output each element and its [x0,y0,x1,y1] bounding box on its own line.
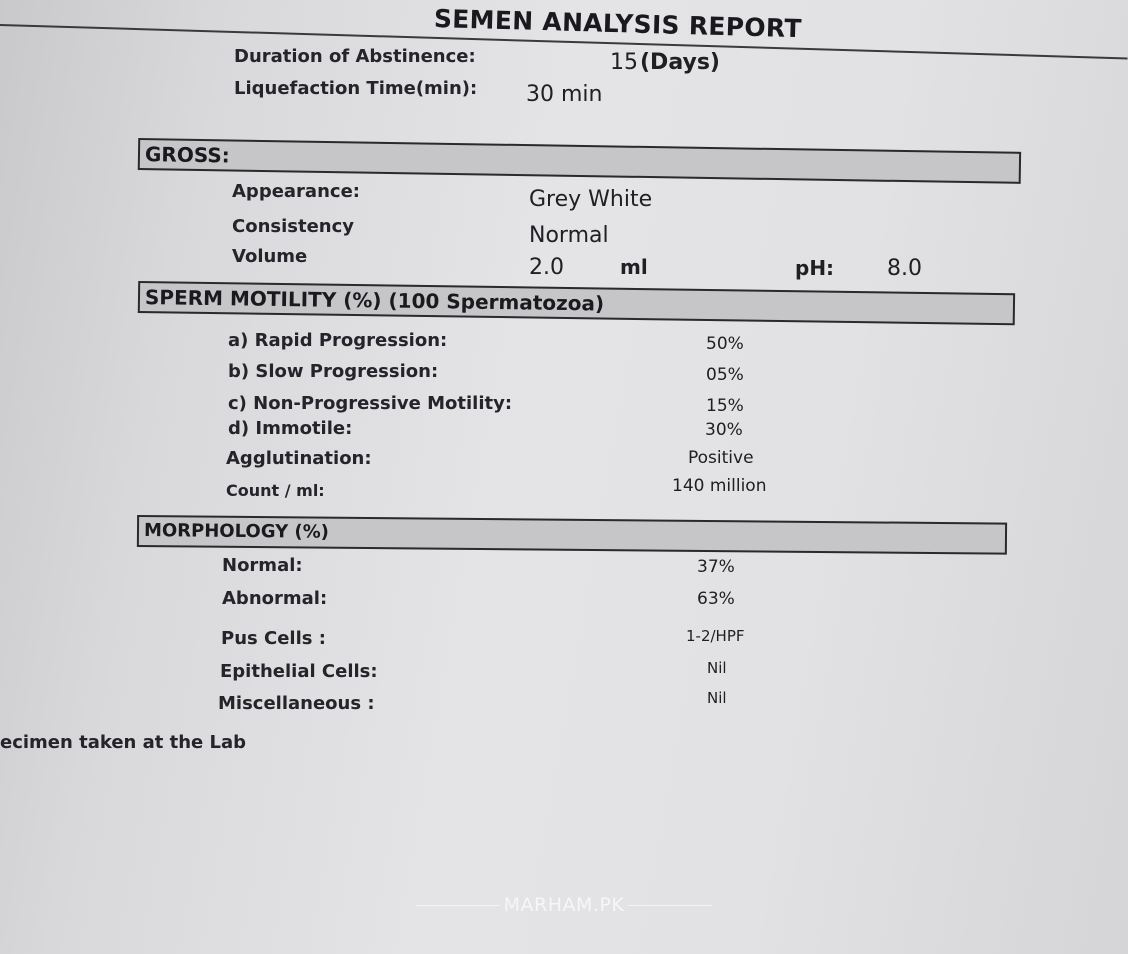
watermark-text: MARHAM.PK [503,894,625,916]
appearance-label: Appearance: [232,181,360,202]
abnormal-label: Abnormal: [222,588,328,609]
consistency-label: Consistency [232,216,355,237]
volume-unit: ml [620,255,648,279]
ph-label: pH: [795,256,835,280]
epithelial-cells-value: Nil [707,659,727,677]
section-motility-header: SPERM MOTILITY (%) (100 Spermatozoa) [138,281,1015,325]
watermark-line-right [628,905,712,906]
slow-progression-label: b) Slow Progression: [228,361,439,382]
rapid-progression-label: a) Rapid Progression: [228,330,448,351]
liquefaction-value: 30 min [526,82,603,107]
pus-cells-value: 1-2/HPF [686,627,745,645]
normal-label: Normal: [222,555,303,576]
abstinence-unit: (Days) [640,50,720,75]
rapid-progression-value: 50% [706,334,744,354]
watermark-line-left [416,905,500,906]
normal-value: 37% [697,557,735,577]
consistency-value: Normal [529,223,609,248]
miscellaneous-label: Miscellaneous : [218,693,375,714]
section-morphology-header: MORPHOLOGY (%) [137,515,1007,555]
volume-label: Volume [232,246,308,267]
agglutination-value: Positive [688,448,754,468]
abnormal-value: 63% [697,589,735,609]
volume-value: 2.0 [529,255,564,280]
non-progressive-label: c) Non-Progressive Motility: [228,393,513,414]
slow-progression-value: 05% [706,365,744,385]
pus-cells-label: Pus Cells : [221,628,326,649]
liquefaction-label: Liquefaction Time(min): [234,78,478,99]
appearance-value: Grey White [529,187,653,212]
report-title: SEMEN ANALYSIS REPORT [433,4,803,44]
specimen-note: ecimen taken at the Lab [0,732,247,753]
watermark [416,893,712,917]
immotile-value: 30% [705,420,743,440]
ph-value: 8.0 [887,256,922,281]
epithelial-cells-label: Epithelial Cells: [220,661,378,682]
section-gross-header: GROSS: [138,138,1021,184]
immotile-label: d) Immotile: [228,418,353,439]
miscellaneous-value: Nil [707,689,727,707]
count-value: 140 million [672,476,767,496]
non-progressive-value: 15% [706,396,744,416]
count-label: Count / ml: [226,481,325,500]
agglutination-label: Agglutination: [226,448,372,469]
abstinence-value: 15 [610,50,638,75]
abstinence-label: Duration of Abstinence: [234,46,476,67]
